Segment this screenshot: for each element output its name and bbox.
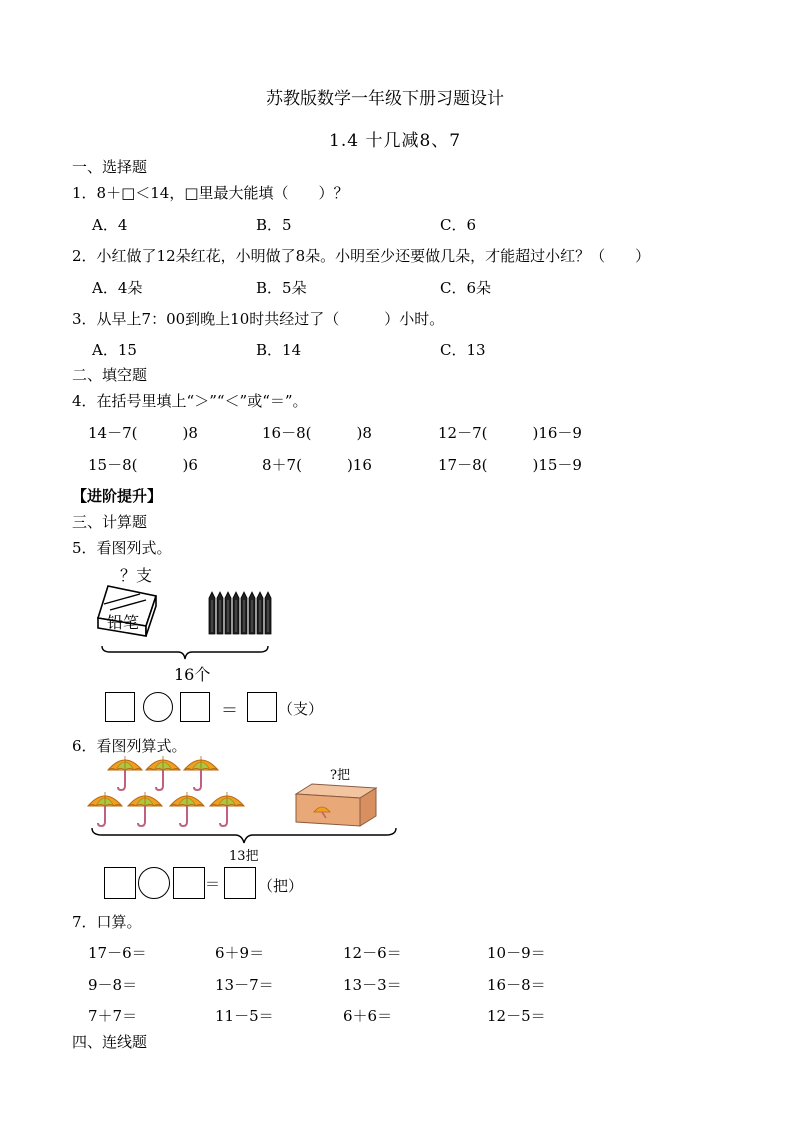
- q6-answer-box-3[interactable]: [224, 867, 256, 899]
- q4-item-1: 14－7( )8: [88, 424, 198, 442]
- question-6: 6．看图列算式。: [72, 737, 187, 755]
- q3-option-a: A．15: [92, 341, 137, 359]
- mental-calc-item: 12－5＝: [487, 1007, 546, 1025]
- pencils-illustration: [206, 592, 276, 636]
- mental-calc-item: 16－8＝: [487, 976, 546, 994]
- question-5: 5．看图列式。: [72, 539, 172, 557]
- umbrellas-illustration: [88, 756, 258, 836]
- question-7: 7．口算。: [72, 913, 142, 931]
- mental-calc-item: 17－6＝: [88, 944, 147, 962]
- q6-brace: [90, 826, 400, 846]
- section-heading-matching: 四、连线题: [72, 1033, 148, 1051]
- mental-calc-item: 13－3＝: [343, 976, 402, 994]
- question-1: 1．8＋□＜14，□里最大能填（ ）？: [72, 184, 349, 202]
- mental-calc-item: 6＋6＝: [343, 1007, 393, 1025]
- mental-calc-item: 6＋9＝: [215, 944, 265, 962]
- q4-item-5: 8＋7( )16: [262, 456, 372, 474]
- mental-calc-item: 12－6＝: [343, 944, 402, 962]
- q6-question-label: ?把: [330, 768, 350, 783]
- question-4: 4．在括号里填上“＞”“＜”或“＝”。: [72, 392, 308, 410]
- section-heading-fill: 二、填空题: [72, 366, 148, 384]
- q1-option-b: B．5: [256, 216, 292, 234]
- q6-answer-box-2[interactable]: [173, 867, 205, 899]
- q5-answer-box-2[interactable]: [180, 692, 210, 722]
- question-3: 3．从早上7：00到晚上10时共经过了（ ）小时。: [72, 310, 445, 328]
- q1-option-a: A．4: [92, 216, 128, 234]
- q5-answer-box-1[interactable]: [105, 692, 135, 722]
- q5-question-label: ？支: [120, 566, 153, 585]
- q6-operator-circle[interactable]: [138, 867, 170, 899]
- q5-equals-sign: ＝: [221, 701, 238, 721]
- q2-option-a: A．4朵: [92, 279, 143, 297]
- q5-box-label: 铅笔: [107, 613, 140, 632]
- q2-option-b: B．5朵: [256, 279, 307, 297]
- mental-calc-item: 10－9＝: [487, 944, 546, 962]
- q1-option-c: C．6: [440, 216, 477, 234]
- q5-answer-box-3[interactable]: [247, 692, 277, 722]
- advanced-heading: 【进阶提升】: [72, 487, 163, 505]
- q6-equals-sign: ＝: [205, 875, 221, 893]
- q3-option-c: C．13: [440, 341, 486, 359]
- q2-option-c: C．6朵: [440, 279, 492, 297]
- mental-calc-item: 9－8＝: [88, 976, 138, 994]
- section-heading-calc: 三、计算题: [72, 513, 148, 531]
- q6-total-label: 13把: [229, 849, 259, 864]
- q5-total-label: 16个: [174, 665, 211, 684]
- section-heading-choice: 一、选择题: [72, 158, 148, 176]
- mental-calc-item: 13－7＝: [215, 976, 274, 994]
- mental-calc-item: 7＋7＝: [88, 1007, 138, 1025]
- question-2: 2．小红做了12朵红花，小明做了8朵。小明至少还要做几朵，才能超过小红？（ ）: [72, 247, 651, 265]
- mental-calc-item: 11－5＝: [215, 1007, 274, 1025]
- box-illustration: [294, 780, 380, 828]
- q4-item-3: 12－7( )16－9: [438, 424, 582, 442]
- q5-operator-circle[interactable]: [143, 692, 173, 722]
- q4-item-2: 16－8( )8: [262, 424, 372, 442]
- q5-unit-label: （支）: [278, 700, 324, 718]
- q6-answer-box-1[interactable]: [104, 867, 136, 899]
- document-title: 苏教版数学一年级下册习题设计: [266, 89, 504, 109]
- q5-brace: [100, 644, 270, 662]
- document-subtitle: 1.4 十几减8、7: [329, 131, 462, 151]
- q6-unit-label: （把）: [258, 877, 304, 895]
- q4-item-4: 15－8( )6: [88, 456, 198, 474]
- q4-item-6: 17－8( )15－9: [438, 456, 582, 474]
- q3-option-b: B．14: [256, 341, 302, 359]
